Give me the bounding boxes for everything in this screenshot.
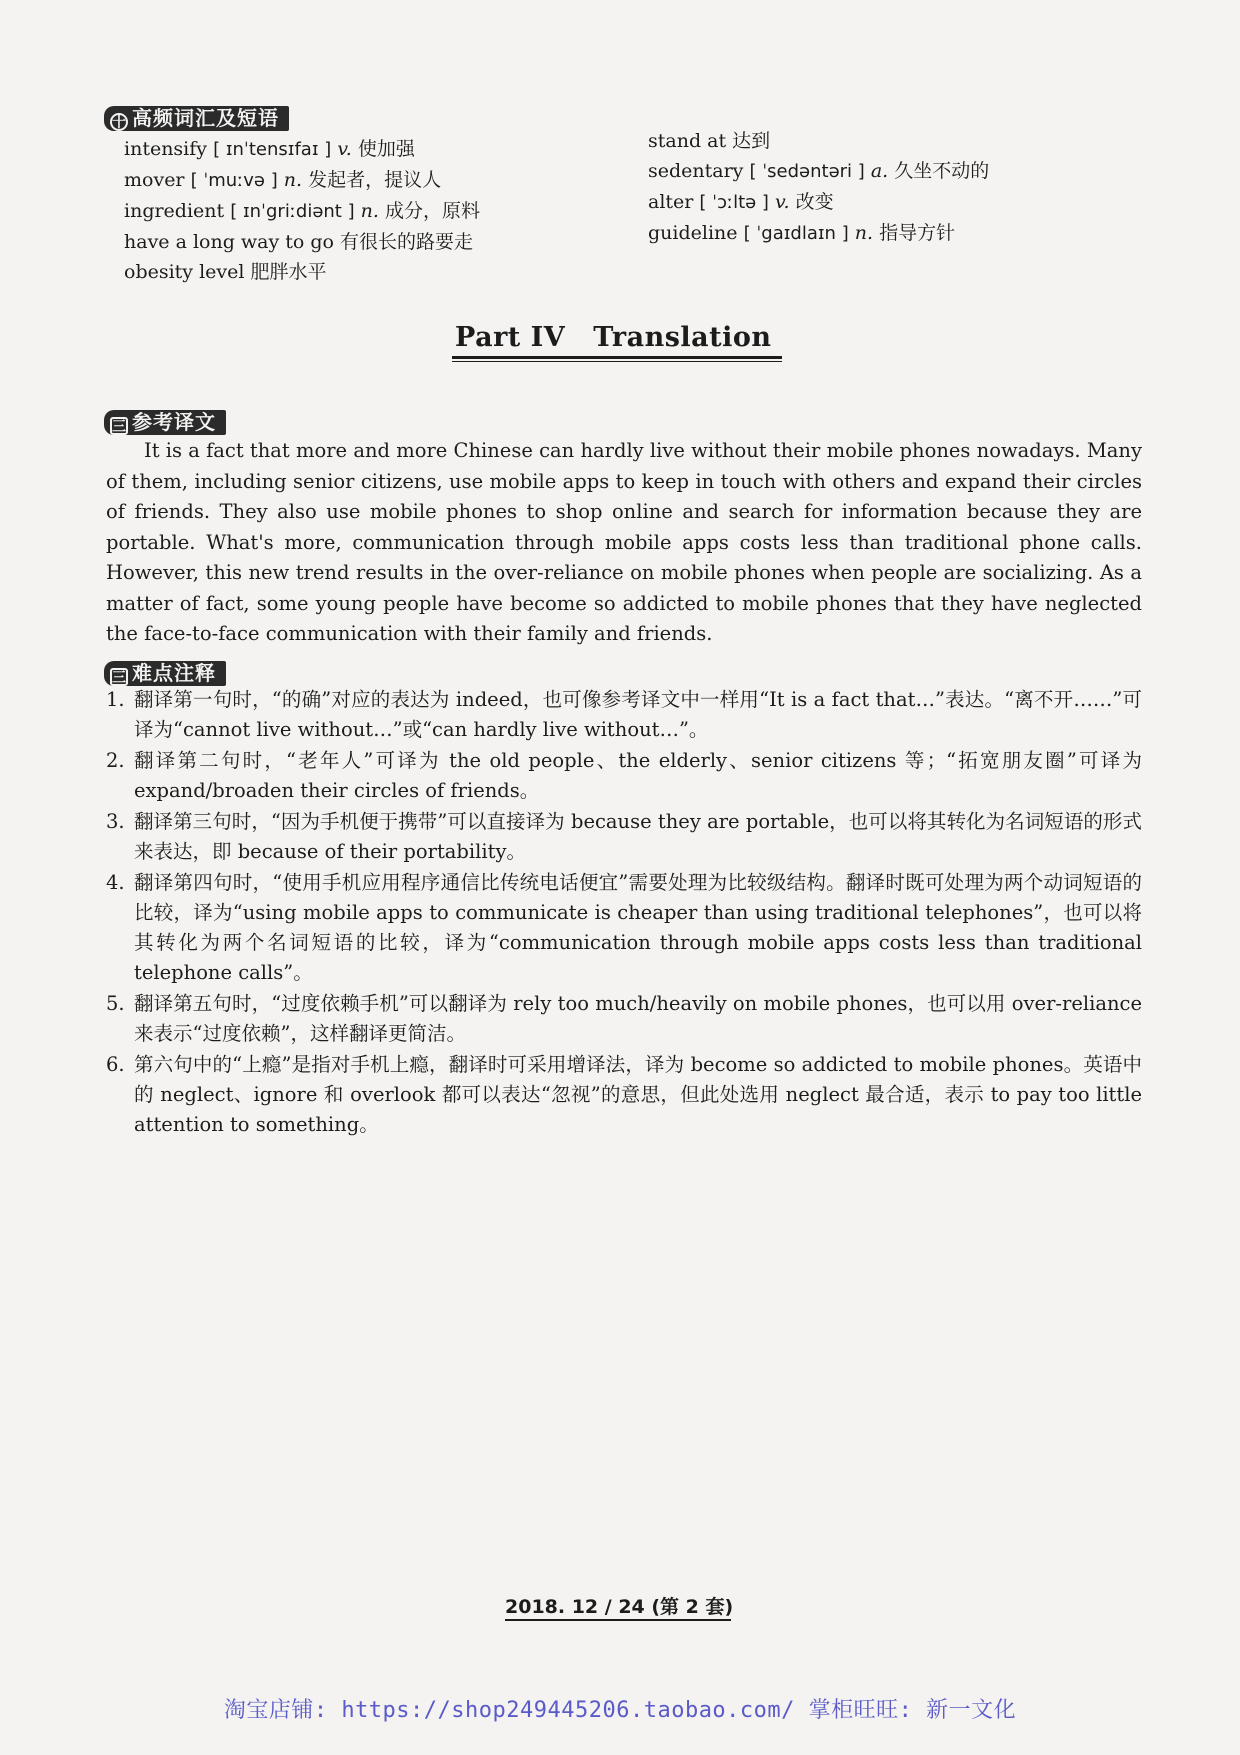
vocab-item: mover [ ˈmuːvə ] n. 发起者，提议人 bbox=[124, 169, 442, 191]
notes-list bbox=[106, 685, 1142, 1141]
notes-section-header bbox=[104, 661, 226, 686]
vocab-right-column bbox=[648, 126, 989, 249]
vocab-left-column bbox=[124, 134, 480, 287]
notes-header-label: 难点注释 bbox=[132, 661, 216, 685]
vocab-item: intensify [ ɪnˈtensɪfaɪ ] v. 使加强 bbox=[124, 138, 415, 160]
vocab-item: have a long way to go 有很长的路要走 bbox=[124, 231, 474, 253]
note-item: 3. 翻译第三句时，“因为手机便于携带”可以直接译为 because they are portable，也可以将其转化为名词短语的形式来表达，即 because of their portability。 bbox=[106, 810, 1142, 863]
vocab-header-label: 高频词汇及短语 bbox=[132, 106, 279, 130]
part-title-rule-thin bbox=[452, 361, 782, 362]
part-title bbox=[455, 322, 772, 353]
section-marker-icon: 三 bbox=[112, 419, 127, 435]
part-number: Part IV bbox=[455, 322, 566, 353]
section-marker-icon: 十 bbox=[112, 115, 127, 131]
vocab-item: guideline [ ˈgaɪdlaɪn ] n. 指导方针 bbox=[648, 222, 956, 244]
note-item: 4. 翻译第四句时，“使用手机应用程序通信比传统电话便宜”需要处理为比较级结构。翻译时既可处理为两个动词短语的比较，译为“using mobile apps to communicate is cheaper than using traditional telephones”，也可以将其转化为两个名词短语的比较，译为“communication through mobile apps costs less than traditional telephone calls”。 bbox=[106, 871, 1142, 984]
page-code: 2018. 12 / 24 (第 2 套) bbox=[505, 1596, 734, 1618]
note-item: 6. 第六句中的“上瘾”是指对手机上瘾，翻译时可采用增译法，译为 become so addicted to mobile phones。英语中的 neglect、ignore 和 overlook 都可以表达“忽视”的意思，但此处选用 neglect 最合适，表示 to pay too little attention to something。 bbox=[106, 1053, 1142, 1136]
reference-header-label: 参考译文 bbox=[132, 410, 216, 434]
vocab-item: obesity level 肥胖水平 bbox=[124, 261, 327, 283]
vocab-item: alter [ ˈɔːltə ] v. 改变 bbox=[648, 191, 834, 213]
vocab-section-header bbox=[104, 106, 289, 131]
section-marker-icon: 三 bbox=[112, 670, 127, 686]
part-title-rule bbox=[452, 356, 782, 359]
note-item: 2. 翻译第二句时，“老年人”可译为 the old people、the elderly、senior citizens 等；“拓宽朋友圈”可译为 expand/broaden their circles of friends。 bbox=[106, 749, 1142, 802]
watermark-text: 淘宝店铺: https://shop249445206.taobao.com/ 掌柜旺旺: 新一文化 bbox=[223, 1698, 1017, 1723]
page-code-rule bbox=[505, 1619, 731, 1621]
reference-translation-text: It is a fact that more and more Chinese can hardly live without their mobile phones nowadays. Many of them, including senior citizens, use mobile apps to keep in touch with others and expand their circles of friends. They also use mobile phones to shop online and search for information because they are portable. What's more, communication through mobile apps costs less than traditional phone calls. However, this new trend results in the over-reliance on mobile phones when people are socializing. As a matter of fact, some young people have become so addicted to mobile phones that they have neglected the face-to-face communication with their family and friends. bbox=[106, 439, 1142, 645]
note-item: 1. 翻译第一句时，“的确”对应的表达为 indeed，也可像参考译文中一样用“It is a fact that…”表达。“离不开……”可译为“cannot live without…”或“can hardly live without…”。 bbox=[106, 688, 1142, 741]
vocab-item: sedentary [ ˈsedəntəri ] a. 久坐不动的 bbox=[648, 160, 990, 182]
reference-section-header bbox=[104, 410, 226, 435]
vocab-item: stand at 达到 bbox=[648, 130, 771, 152]
part-name: Translation bbox=[593, 322, 772, 353]
vocab-item: ingredient [ ɪnˈgriːdiənt ] n. 成分，原料 bbox=[124, 200, 481, 222]
note-item: 5. 翻译第五句时，“过度依赖手机”可以翻译为 rely too much/heavily on mobile phones，也可以用 over-reliance 来表示“过度依赖”，这样翻译更简洁。 bbox=[106, 992, 1142, 1045]
